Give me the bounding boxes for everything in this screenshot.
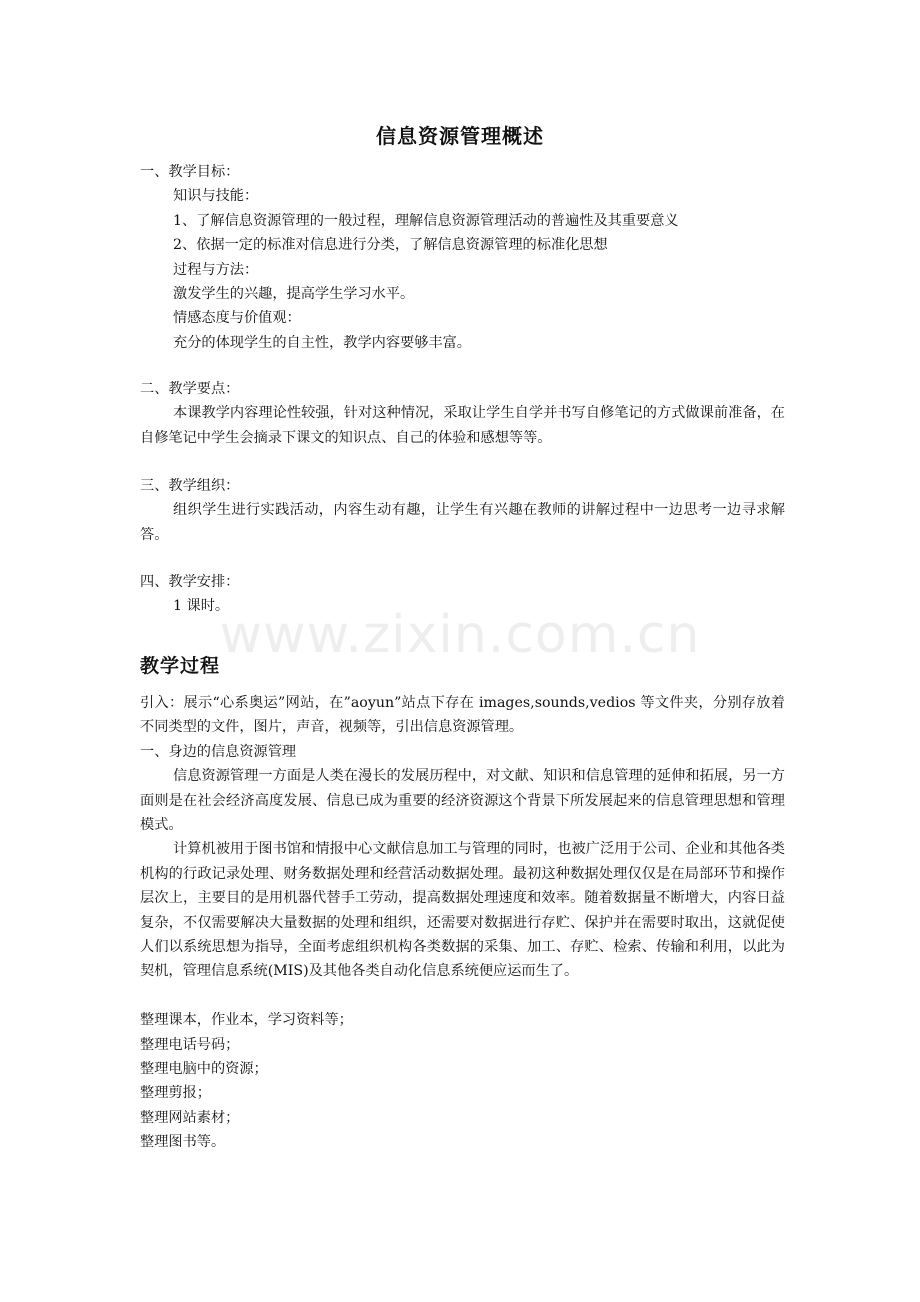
list-item: 整理图书等。 (140, 1134, 226, 1151)
spacer (140, 984, 785, 1008)
paragraph-1: 信息资源管理一方面是人类在漫长的发展历程中，对文献、知识和信息管理的延伸和拓展，另一方面则是在社会经济高度发展、信息已成为重要的经济资源这个背景下所发展起来的信息管理思想和管理模式。 (140, 768, 785, 834)
document-title: 信息资源管理概述 (376, 124, 544, 148)
teaching-process-section (140, 691, 785, 1155)
organization-heading: 三、教学组织： (140, 478, 240, 494)
key-points-section (140, 377, 785, 450)
objective-item-2: 2、依据一定的标准对信息进行分类，了解信息资源管理的标准化思想 (173, 237, 608, 254)
list-item: 整理电话号码； (140, 1036, 240, 1053)
process-label: 过程与方法： (173, 261, 259, 278)
list-item: 整理课本，作业本，学习资料等； (140, 1012, 353, 1029)
list-item: 整理剪报； (140, 1085, 211, 1102)
process-text: 激发学生的兴趣，提高学生学习水平。 (173, 285, 415, 302)
attitude-label: 情感态度与价值观： (173, 310, 301, 327)
watermark: www.zixin.com.cn (219, 605, 701, 665)
objectives-section (140, 160, 785, 355)
key-points-heading: 二、教学要点： (140, 381, 240, 397)
arrangement-text: 1 课时。 (173, 598, 230, 615)
list-item: 整理网站素材； (140, 1109, 240, 1126)
objective-item-1: 1、了解信息资源管理的一般过程，理解信息资源管理活动的普遍性及其重要意义 (173, 212, 679, 229)
paragraph-2: 计算机被用于图书馆和情报中心文献信息加工与管理的同时，也被广泛用于公司、企业和其他各类机构的行政记录处理、财务数据处理和经营活动数据处理。最初这种数据处理仅仅是在局部环节和操作层次上，主要目的是用机器代替手工劳动，提高数据处理速度和效率。随着数据量不断增大，内容日益复杂，不仅需要解决大量数据的处理和组织，还需要对数据进行存贮、保护并在需要时取出，这就促使人们以系统思想为指导，全面考虑组织机构各类数据的采集、加工、存贮、检索、传输和利用，以此为契机，管理信息系统(MIS)及其他各类自动化信息系统便应运而生了。 (140, 841, 785, 980)
sub-heading: 一、身边的信息资源管理 (140, 743, 297, 760)
list-item: 整理电脑中的资源； (140, 1061, 268, 1078)
intro-paragraph: 引入：展示“心系奥运”网站，在”aoyun”站点下存在 images,sounds,vedios 等文件夹，分别存放着不同类型的文件，图片，声音，视频等，引出信息资源管理。 (140, 695, 785, 736)
objectives-heading: 一、教学目标： (140, 164, 240, 180)
organization-text: 组织学生进行实践活动，内容生动有趣，让学生有兴趣在教师的讲解过程中一边思考一边寻求解答。 (140, 502, 785, 543)
knowledge-label: 知识与技能： (173, 188, 259, 205)
organization-section (140, 474, 785, 547)
attitude-text: 充分的体现学生的自主性，教学内容要够丰富。 (173, 334, 471, 351)
teaching-process-heading: 教学过程 (140, 655, 221, 677)
arrangement-section (140, 570, 785, 619)
arrangement-heading: 四、教学安排： (140, 574, 240, 590)
key-points-text: 本课教学内容理论性较强，针对这种情况，采取让学生自学并书写自修笔记的方式做课前准备，在自修笔记中学生会摘录下课文的知识点、自己的体验和感想等等。 (140, 405, 785, 446)
